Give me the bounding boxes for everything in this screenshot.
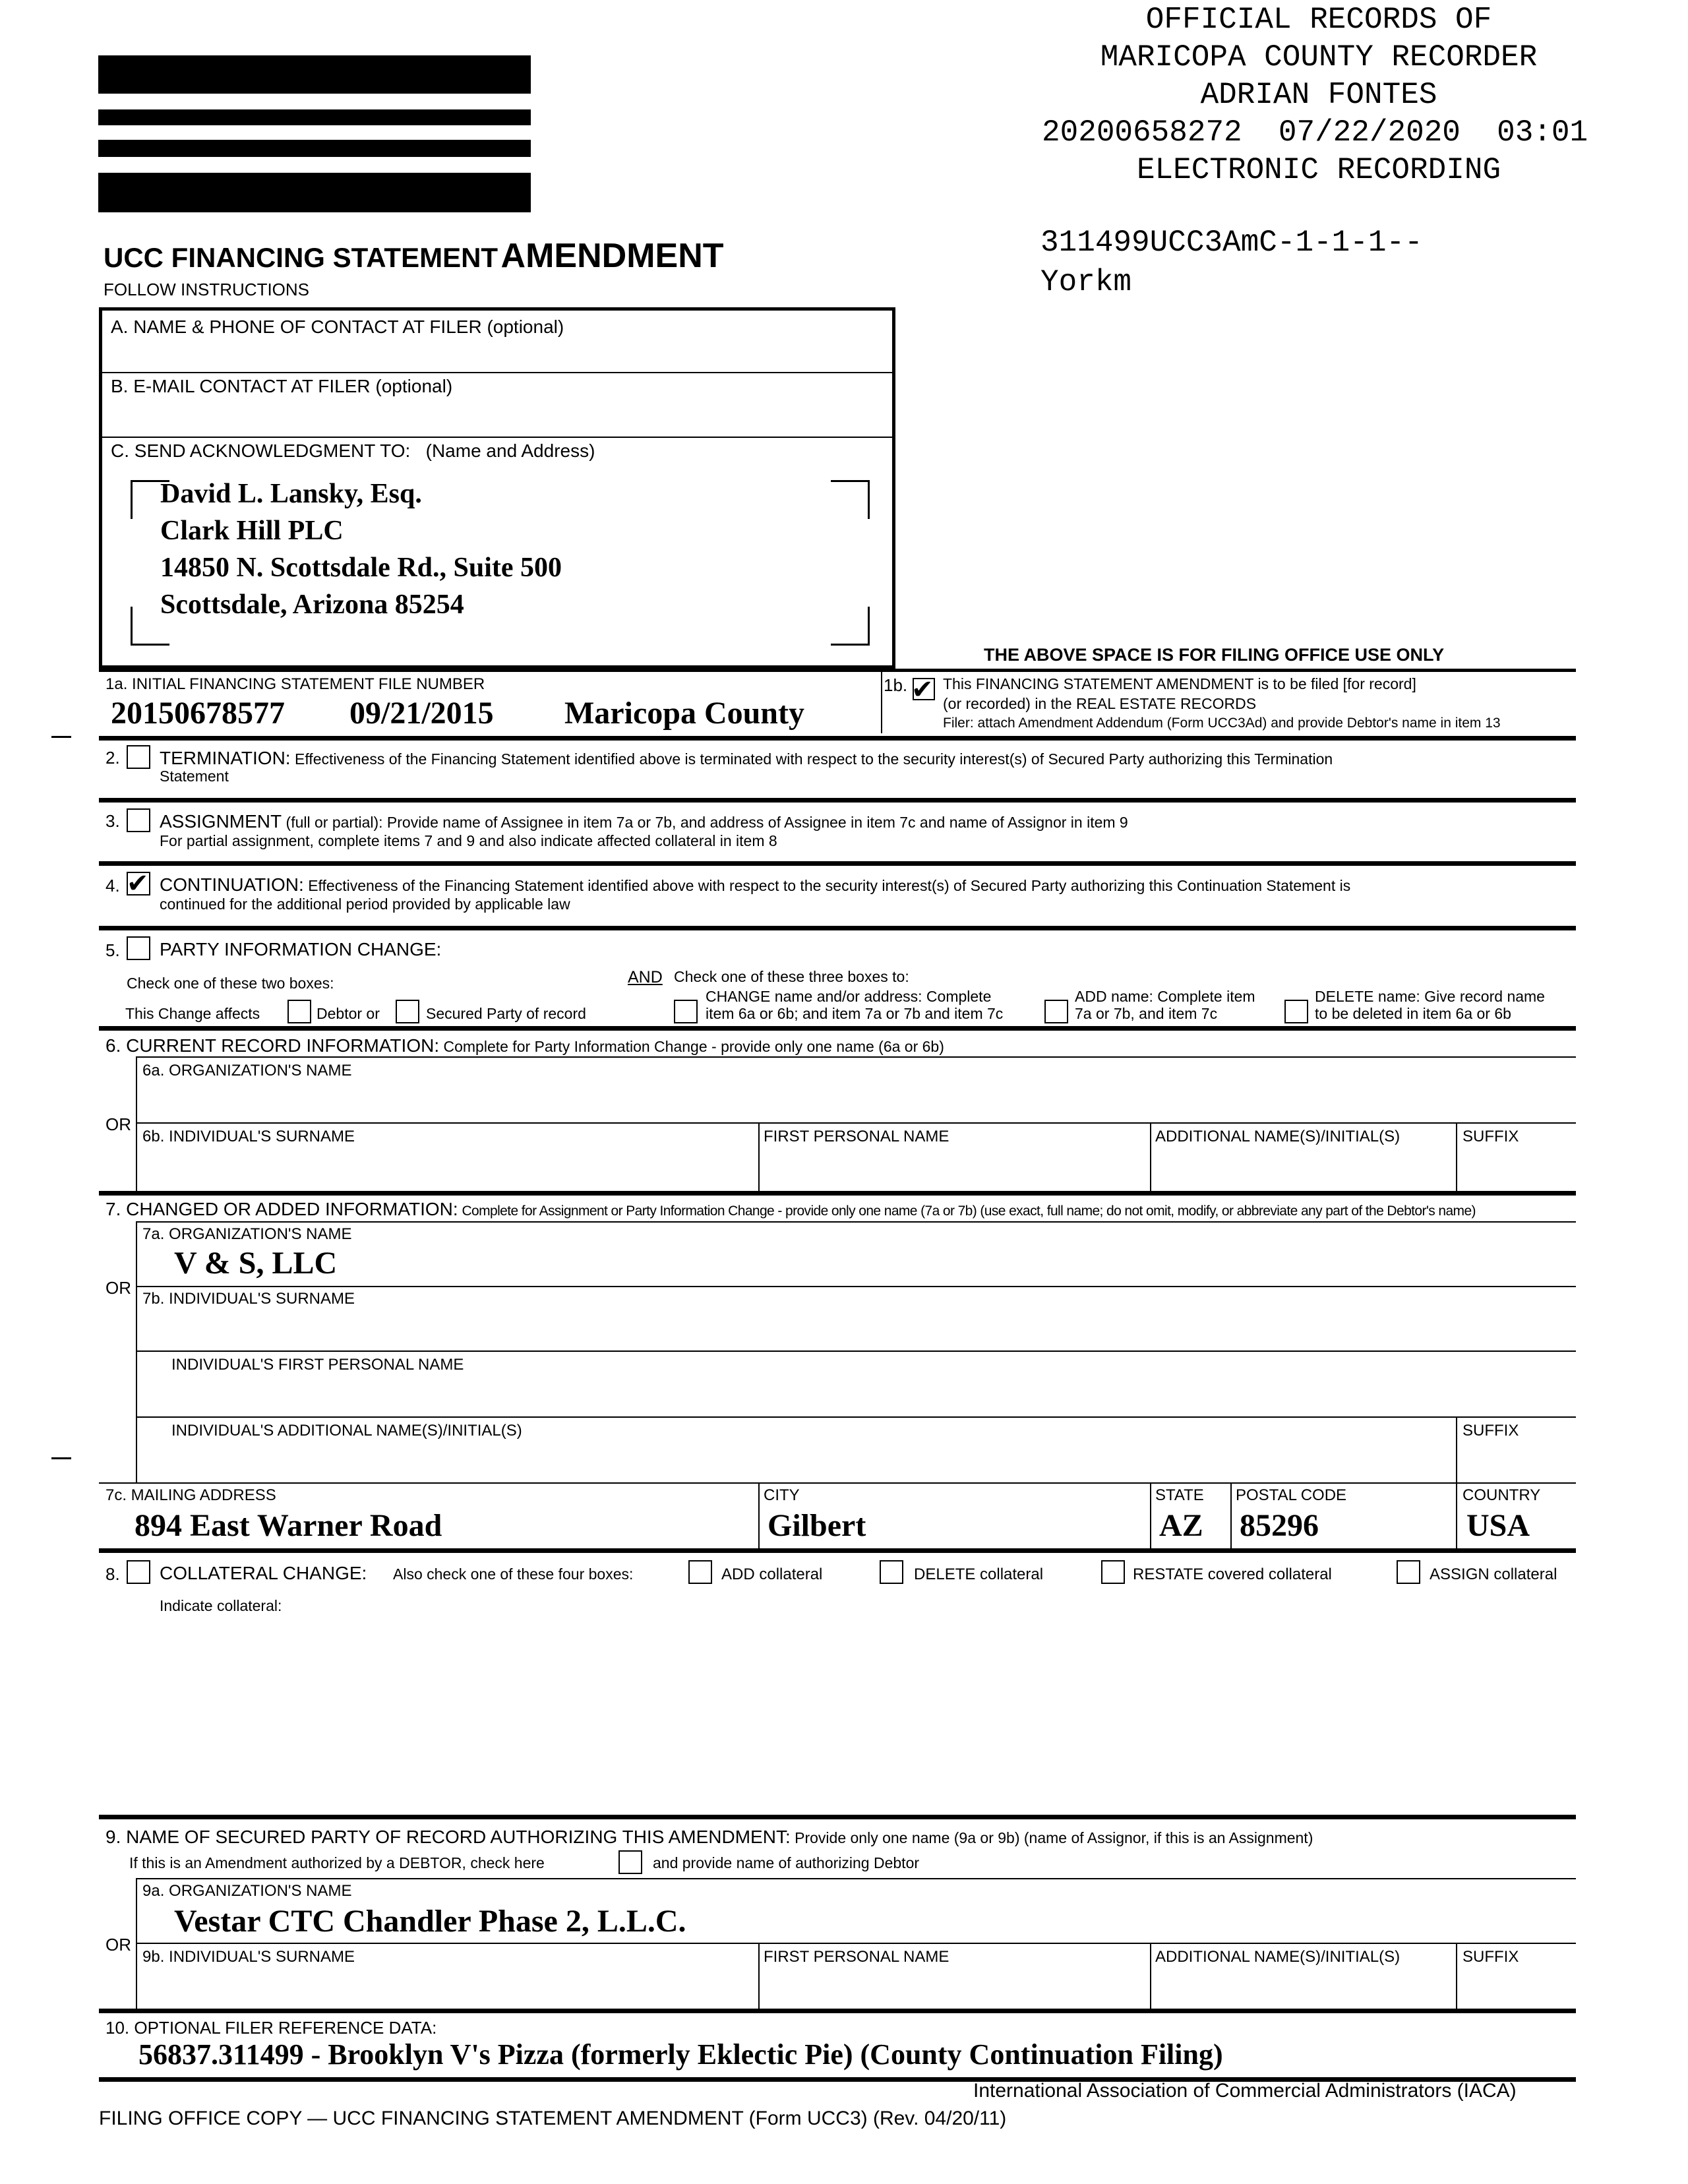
change-name-checkbox[interactable] xyxy=(674,1000,698,1023)
ack-street: 14850 N. Scottsdale Rd., Suite 500 xyxy=(160,553,562,583)
filer-email-label: B. E-MAIL CONTACT AT FILER (optional) xyxy=(111,376,453,396)
section-rule xyxy=(99,1815,1576,1819)
filing-office-note: THE ABOVE SPACE IS FOR FILING OFFICE USE ONLY xyxy=(984,645,1445,665)
continuation-text xyxy=(160,874,1350,895)
secured-party-checkbox[interactable] xyxy=(396,1000,419,1023)
stamp-line: MARICOPA COUNTY RECORDER xyxy=(1100,40,1538,75)
party-change-checkbox[interactable] xyxy=(127,936,150,960)
item9-suffix-label: SUFFIX xyxy=(1462,1948,1519,1966)
delete-collateral-label: DELETE collateral xyxy=(914,1565,1044,1583)
city-label: CITY xyxy=(764,1486,800,1504)
divider xyxy=(136,1221,1576,1223)
item9-debtor-pre: If this is an Amendment authorized by a DEBTOR, check here xyxy=(129,1854,545,1871)
recorder-stamp xyxy=(1029,1,1688,189)
divider xyxy=(102,437,892,438)
divider xyxy=(136,1286,1576,1287)
add-collateral-label: ADD collateral xyxy=(721,1565,823,1583)
restate-collateral-checkbox[interactable] xyxy=(1101,1560,1125,1584)
section-rule xyxy=(99,926,1576,930)
divider xyxy=(136,1056,1576,1058)
item6-surname-label: 6b. INDIVIDUAL'S SURNAME xyxy=(142,1128,355,1145)
acknowledgment-label: C. SEND ACKNOWLEDGMENT TO: (Name and Address) xyxy=(111,440,595,461)
termination-text-2: Statement xyxy=(160,768,229,785)
mailing-address-label: 7c. MAILING ADDRESS xyxy=(106,1486,276,1504)
country-label: COUNTRY xyxy=(1462,1486,1541,1504)
item10-label: 10. OPTIONAL FILER REFERENCE DATA: xyxy=(106,2018,437,2038)
collateral-also: Also check one of these four boxes: xyxy=(393,1565,634,1583)
item6-additional-label: ADDITIONAL NAME(S)/INITIAL(S) xyxy=(1155,1128,1401,1145)
divider xyxy=(1456,1122,1457,1191)
indicate-collateral-label: Indicate collateral: xyxy=(160,1597,282,1614)
item3-number: 3. xyxy=(106,811,120,831)
or-label: OR xyxy=(106,1278,131,1298)
item9-debtor-post: and provide name of authorizing Debtor xyxy=(653,1854,920,1871)
assignment-text-2: For partial assignment, complete items 7 and 9 and also indicate affected collateral in item 8 xyxy=(160,832,777,849)
item1a-label: 1a. INITIAL FINANCING STATEMENT FILE NUMBER xyxy=(106,675,485,693)
form-title xyxy=(104,236,724,276)
item6-first-label: FIRST PERSONAL NAME xyxy=(764,1128,950,1145)
divider xyxy=(1230,1482,1232,1548)
postal-code-label: POSTAL CODE xyxy=(1236,1486,1347,1504)
section-rule xyxy=(99,798,1576,803)
add-collateral-checkbox[interactable] xyxy=(688,1560,712,1584)
item6-org-label: 6a. ORGANIZATION'S NAME xyxy=(142,1062,352,1079)
item4-number: 4. xyxy=(106,876,120,895)
item8-number: 8. xyxy=(106,1564,120,1584)
add-name-checkbox[interactable] xyxy=(1044,1000,1068,1023)
section-rule xyxy=(99,1026,1576,1031)
filer-contact-label: A. NAME & PHONE OF CONTACT AT FILER (optional) xyxy=(111,317,564,337)
iaca-credit: International Association of Commercial Administrators (IACA) xyxy=(973,2080,1517,2102)
secured-party-name: Vestar CTC Chandler Phase 2, L.L.C. xyxy=(174,1904,686,1939)
divider xyxy=(1150,1943,1151,2009)
continuation-desc: Effectiveness of the Financing Statement identified above with respect to the security interest(s) of Secured Party authorizing this Continuation Statement is xyxy=(308,877,1351,894)
party-change-title: PARTY INFORMATION CHANGE: xyxy=(160,939,442,959)
file-date: 09/21/2015 xyxy=(349,696,494,731)
secured-party-label: Secured Party of record xyxy=(426,1005,586,1022)
divider xyxy=(136,1056,137,1191)
item7-first-label: INDIVIDUAL'S FIRST PERSONAL NAME xyxy=(171,1356,464,1374)
continuation-title: CONTINUATION: xyxy=(160,874,304,895)
termination-text xyxy=(160,748,1333,769)
item6-instr: Complete for Party Information Change - provide only one name (6a or 6b) xyxy=(443,1038,944,1055)
divider xyxy=(136,1943,1576,1944)
item2-number: 2. xyxy=(106,748,120,768)
filer-reference-value: 56837.311499 - Brooklyn V's Pizza (formerly Eklectic Pie) (County Continuation Filing) xyxy=(138,2038,1223,2071)
divider xyxy=(99,1482,1576,1484)
divider xyxy=(758,1943,760,2009)
divider xyxy=(136,1122,1576,1124)
debtor-checkbox[interactable] xyxy=(287,1000,311,1023)
assignment-checkbox[interactable] xyxy=(127,808,150,832)
stamp-line: ELECTRONIC RECORDING xyxy=(1136,153,1501,188)
ack-name: David L. Lansky, Esq. xyxy=(160,479,422,509)
assignment-title: ASSIGNMENT xyxy=(160,811,282,832)
item7-surname-label: 7b. INDIVIDUAL'S SURNAME xyxy=(142,1290,355,1308)
add-name-label: ADD name: Complete item xyxy=(1075,988,1255,1005)
item9-surname-label: 9b. INDIVIDUAL'S SURNAME xyxy=(142,1948,355,1966)
item7-instr: Complete for Assignment or Party Information Change - provide only one name (7a or 7b) (use exact, full name; do not omit, modify, or abbreviate any part of the Debtor's name) xyxy=(462,1203,1476,1219)
or-label: OR xyxy=(106,1935,131,1955)
ack-firm: Clark Hill PLC xyxy=(160,516,344,546)
divider xyxy=(1456,1416,1457,1482)
margin-mark xyxy=(51,1457,71,1459)
divider xyxy=(102,372,892,373)
item9-header xyxy=(106,1827,1313,1848)
item7-title: 7. CHANGED OR ADDED INFORMATION: xyxy=(106,1199,458,1219)
stamp-line: OFFICIAL RECORDS OF xyxy=(1145,3,1492,37)
state-label: STATE xyxy=(1155,1486,1204,1504)
item9-additional-label: ADDITIONAL NAME(S)/INITIAL(S) xyxy=(1155,1948,1401,1966)
assignment-text xyxy=(160,811,1128,832)
margin-mark xyxy=(51,736,71,738)
check-mark: ✔ xyxy=(127,868,149,899)
termination-title: TERMINATION: xyxy=(160,748,291,768)
county: Maricopa County xyxy=(564,696,804,731)
divider xyxy=(881,671,882,733)
section-rule xyxy=(99,669,1576,672)
delete-name-label: DELETE name: Give record name xyxy=(1315,988,1545,1005)
delete-name-checkbox[interactable] xyxy=(1284,1000,1308,1023)
divider xyxy=(136,1221,137,1482)
check-mark: ✔ xyxy=(911,675,934,705)
item1b-text: (or recorded) in the REAL ESTATE RECORDS xyxy=(943,695,1257,712)
redaction-bar xyxy=(98,109,531,125)
check-one-three: Check one of these three boxes to: xyxy=(674,968,909,985)
termination-desc: Effectiveness of the Financing Statement identified above is terminated with respect to the security interest(s) of Secured Party authorizing this Termination xyxy=(294,750,1333,768)
recording-user: Yorkm xyxy=(1040,265,1132,299)
postal-code-value: 85296 xyxy=(1240,1508,1319,1543)
assign-collateral-checkbox[interactable] xyxy=(1397,1560,1420,1584)
this-change-affects: This Change affects xyxy=(125,1005,260,1022)
bracket-corner xyxy=(831,607,870,646)
collateral-change-title: COLLATERAL CHANGE: xyxy=(160,1563,367,1583)
item7-additional-label: INDIVIDUAL'S ADDITIONAL NAME(S)/INITIAL(S) xyxy=(171,1422,522,1440)
item5-number: 5. xyxy=(106,940,120,960)
item6-header xyxy=(106,1035,944,1056)
add-name-label-2: 7a or 7b, and item 7c xyxy=(1075,1005,1218,1022)
item7-org-value: V & S, LLC xyxy=(174,1246,338,1281)
divider xyxy=(136,1350,1576,1352)
continuation-text-2: continued for the additional period provided by applicable law xyxy=(160,895,570,913)
authorized-by-debtor-checkbox[interactable] xyxy=(618,1850,642,1874)
collateral-change-checkbox[interactable] xyxy=(127,1560,150,1584)
recording-number: 20200658272 07/22/2020 03:01 xyxy=(1042,115,1588,150)
section-rule xyxy=(99,2009,1576,2013)
title-prefix: UCC FINANCING STATEMENT xyxy=(104,242,498,273)
divider xyxy=(758,1122,760,1191)
section-rule xyxy=(99,1191,1576,1196)
restate-collateral-label: RESTATE covered collateral xyxy=(1133,1565,1332,1583)
form-footer: FILING OFFICE COPY — UCC FINANCING STATEMENT AMENDMENT (Form UCC3) (Rev. 04/20/11) xyxy=(99,2108,1007,2129)
section-rule xyxy=(99,1548,1576,1553)
section-rule xyxy=(99,861,1576,866)
state-value: AZ xyxy=(1159,1508,1203,1543)
item9-title: 9. NAME OF SECURED PARTY OF RECORD AUTHORIZING THIS AMENDMENT: xyxy=(106,1827,791,1847)
item6-title: 6. CURRENT RECORD INFORMATION: xyxy=(106,1035,440,1056)
divider xyxy=(1456,1482,1457,1548)
section-rule xyxy=(99,736,1576,741)
change-name-label: CHANGE name and/or address: Complete xyxy=(706,988,992,1005)
title-suffix: AMENDMENT xyxy=(500,237,724,275)
item7-org-label: 7a. ORGANIZATION'S NAME xyxy=(142,1225,352,1243)
delete-name-label-2: to be deleted in item 6a or 6b xyxy=(1315,1005,1511,1022)
assign-collateral-label: ASSIGN collateral xyxy=(1430,1565,1557,1583)
item9-instr: Provide only one name (9a or 9b) (name of Assignor, if this is an Assignment) xyxy=(795,1829,1313,1846)
or-label: OR xyxy=(106,1114,131,1134)
follow-instructions: FOLLOW INSTRUCTIONS xyxy=(104,280,310,299)
recording-reference: 311499UCC3AmC-1-1-1-- xyxy=(1040,226,1423,260)
bracket-corner xyxy=(831,480,870,519)
redaction-bar xyxy=(98,55,531,94)
country-value: USA xyxy=(1466,1508,1530,1543)
divider xyxy=(136,1416,1576,1418)
item9-first-label: FIRST PERSONAL NAME xyxy=(764,1948,950,1966)
ack-city: Scottsdale, Arizona 85254 xyxy=(160,590,464,620)
divider xyxy=(758,1482,760,1548)
item6-suffix-label: SUFFIX xyxy=(1462,1128,1519,1145)
file-number: 20150678577 xyxy=(111,696,285,731)
item1b-filer-note: Filer: attach Amendment Addendum (Form UCC3Ad) and provide Debtor's name in item 13 xyxy=(943,715,1501,731)
item9-org-label: 9a. ORGANIZATION'S NAME xyxy=(142,1882,352,1900)
divider xyxy=(136,1878,1576,1879)
item1b-label: 1b. xyxy=(884,675,908,695)
item1b-text: This FINANCING STATEMENT AMENDMENT is to be filed [for record] xyxy=(943,675,1416,692)
item7-suffix-label: SUFFIX xyxy=(1462,1422,1519,1440)
divider xyxy=(1456,1943,1457,2009)
termination-checkbox[interactable] xyxy=(127,745,150,769)
divider xyxy=(1150,1482,1151,1548)
redaction-bar xyxy=(98,140,531,157)
mailing-address-value: 894 East Warner Road xyxy=(135,1508,442,1543)
change-name-label-2: item 6a or 6b; and item 7a or 7b and item 7c xyxy=(706,1005,1004,1022)
delete-collateral-checkbox[interactable] xyxy=(880,1560,903,1584)
check-one-two: Check one of these two boxes: xyxy=(127,975,334,992)
assignment-desc: (full or partial): Provide name of Assignee in item 7a or 7b, and address of Assignee in item 7c and name of Assignor in item 9 xyxy=(286,814,1128,831)
redaction-bar xyxy=(98,173,531,212)
and-label: AND xyxy=(628,968,663,986)
divider xyxy=(1150,1122,1151,1191)
item7-header xyxy=(106,1199,1476,1220)
city-value: Gilbert xyxy=(768,1508,866,1543)
stamp-line: ADRIAN FONTES xyxy=(1200,78,1437,113)
debtor-or-label: Debtor or xyxy=(316,1005,380,1022)
